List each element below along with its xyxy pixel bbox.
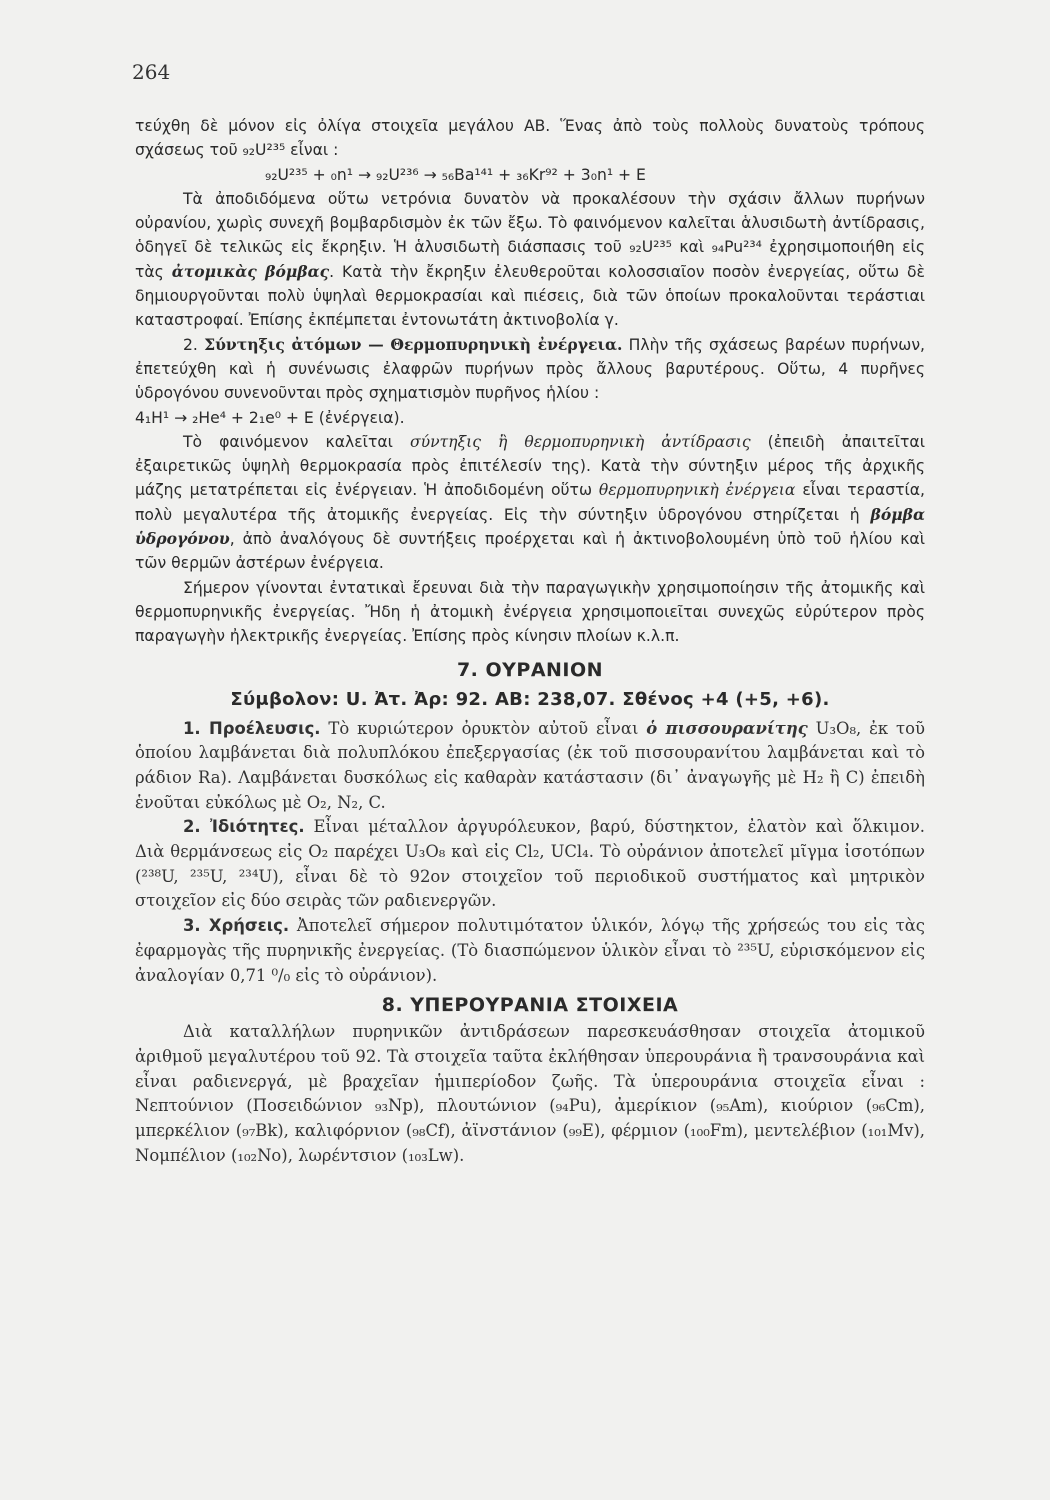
uses-label: 3. Χρήσεις. <box>183 916 290 936</box>
paragraph-properties <box>135 815 925 914</box>
properties-label: 2. Ἰδιότητες. <box>183 817 305 837</box>
italic-atomic-bombs: ἀτομικὰς βόμβας <box>171 261 330 281</box>
paragraph-thermonuclear <box>135 430 925 576</box>
page-number: 264 <box>132 60 171 84</box>
italic-pitchblende: ὁ πισσουρανίτης <box>646 718 808 738</box>
section-7-title: 7. ΟΥΡΑΝΙΟΝ <box>456 658 604 681</box>
text-span: Εἶναι μέταλλον ἀργυρόλευκον, βαρύ, δύστηκτον, ἐλατὸν καὶ ὅλκιμον. Διὰ θερμάνσεως εἰς O₂ παρέχει U₃O₈ καὶ εἰς Cl₂, UCl₄. Τὸ οὐράνιον ἀποτελεῖ μῖγμα ἰσοτόπων (²³⁸U, ²³⁵U, ²³⁴U), εἶναι δὲ τὸ 92ον στοιχεῖον τοῦ περιοδικοῦ συστήματος καὶ μητρικὸν στοιχεῖον εἰς δύο σειρὰς τῶν ραδιενεργῶν. <box>135 817 926 911</box>
text-span: , ἀπὸ ἀναλόγους δὲ συντήξεις προέρχεται καὶ ἡ ἀκτινοβολουμένη ὑπὸ τοῦ ἡλίου καὶ τῶν θερμῶν ἀστέρων ἐνέργεια. <box>135 530 925 573</box>
text-span: Τὰ ἀποδιδόμενα οὕτω νετρόνια δυνατὸν νὰ προκαλέσουν τὴν σχάσιν ἄλλων πυρήνων οὐρανίου, χωρὶς συνεχῆ βομβαρδισμὸν ἐκ τῶν ἔξω. Τὸ φαινόμενον καλεῖται ἁλυσιδωτὴ ἀντίδρασις, ὁδηγεῖ δὲ τελικῶς εἰς ἔκρηξιν. Ἡ ἁλυσιδωτὴ διάσπασις τοῦ ₉₂U²³⁵ καὶ ₉₄Pu²³⁴ ἐχρησιμοποιήθη εἰς τὰς <box>135 189 925 281</box>
uranium-symbol-line: Σύμβολον: U. Ἀτ. Ἀρ: 92. AB: 238,07. Σθένος +4 (+5, +6). <box>230 688 830 710</box>
text-span: Ἀποτελεῖ σήμερον πολυτιμότατον ὑλικόν, λόγῳ τῆς χρήσεώς του εἰς τὰς ἐφαρμογὰς τῆς πυρηνικῆς ἐνεργείας. (Τὸ διασπώμενον ὑλικὸν εἶναι τὸ ²³⁵U, εὑρισκόμενον εἰς ἀναλογίαν 0,71 ⁰/₀ εἰς τὸ οὐράνιον). <box>135 916 925 985</box>
paragraph-chain-reaction <box>135 187 925 333</box>
equation-fission: ₉₂U²³⁵ + ₀n¹ → ₉₂U²³⁶ → ₅₆Ba¹⁴¹ + ₃₆Kr⁹² + 3₀n¹ + E <box>265 165 646 184</box>
paragraph-origin <box>135 717 925 816</box>
text-span: Τὸ κυριώτερον ὀρυκτὸν αὐτοῦ εἶναι <box>320 718 647 738</box>
italic-hydrogen-bomb: βόμβα ὑδρογόνου <box>135 504 925 549</box>
text-span: εἶναι τεραστία, πολὺ μεγαλυτέρα τῆς ἀτομικῆς ἐνεργείας. Εἰς τὴν σύντηξιν ὑδρογόνου στηρίζεται ἡ <box>135 481 925 524</box>
text-span: . Κατὰ τὴν ἔκρηξιν ἐλευθεροῦται κολοσσιαῖον ποσὸν ἐνεργείας, οὕτω δὲ δημιουργοῦνται πολὺ ὑψηλαὶ θερμοκρασίαι καὶ πιέσεις, διὰ τῶν ὁποίων προκαλοῦνται τεράστιαι καταστροφαί. Ἐπίσης ἐκπέμπεται ἐντονωτάτη ἀκτινοβολία γ. <box>135 262 925 330</box>
section-8-title: 8. ΥΠΕΡΟΥΡΑΝΙΑ ΣΤΟΙΧΕΙΑ <box>381 994 679 1017</box>
origin-label: 1. Προέλευσις. <box>183 718 321 738</box>
section-number: 2. <box>183 335 198 354</box>
paragraph-fission-intro: τεύχθη δὲ μόνον εἰς ὀλίγα στοιχεῖα μεγάλου ΑΒ. Ἕνας ἀπὸ τοὺς πολλοὺς δυνατοὺς τρόπους σχάσεως τοῦ ₉₂U²³⁵ εἶναι : <box>135 117 925 160</box>
equation-fusion: 4₁H¹ → ₂He⁴ + 2₁e⁰ + E (ἐνέργεια). <box>135 408 405 427</box>
page-text <box>135 114 925 1168</box>
paragraph-transuranium: Διὰ καταλλήλων πυρηνικῶν ἀντιδράσεων παρεσκευάσθησαν στοιχεῖα ἀτομικοῦ ἀριθμοῦ μεγαλυτέρου τοῦ 92. Τὰ στοιχεῖα ταῦτα ἐκλήθησαν ὑπερουράνια ἢ τρανσουράνια καὶ εἶναι ραδιενεργά, μὲ βραχεῖαν ἡμιπερίοδον ζωῆς. Τὰ ὑπερουράνια στοιχεῖα εἶναι : Νεπτούνιον (Ποσειδώνιον ₉₃Np), πλουτώνιον (₉₄Pu), ἀμερίκιον (₉₅Am), κιούριον (₉₆Cm), μπερκέλιον (₉₇Bk), καλιφόρνιον (₉₈Cf), ἀϊνστάνιον (₉₉E), φέρμιον (₁₀₀Fm), μεντελέβιον (₁₀₁Mv), Νομπέλιον (₁₀₂No), λωρέντσιον (₁₀₃Lw). <box>135 1022 925 1165</box>
paragraph-fusion <box>135 333 925 406</box>
paragraph-research: Σήμερον γίνονται ἐντατικαὶ ἔρευναι διὰ τὴν παραγωγικὴν χρησιμοποίησιν τῆς ἀτομικῆς καὶ θερμοπυρηνικῆς ἐνεργείας. Ἤδη ἡ ἀτομικὴ ἐνέργεια χρησιμοποιεῖται συνεχῶς εὐρύτερον πρὸς παραγωγὴν ἠλεκτρικῆς ἐνεργείας. Ἐπίσης πρὸς κίνησιν πλοίων κ.λ.π. <box>135 578 925 646</box>
text-span: (ἐπειδὴ ἀπαιτεῖται ἐξαιρετικῶς ὑψηλὴ θερμοκρασία πρὸς ἐπιτέλεσίν της). Κατὰ τὴν σύντηξιν μέρος τῆς ἀρχικῆς μάζης μετατρέπεται εἰς ἐνέργειαν. Ἡ ἀποδιδομένη οὕτω <box>135 432 925 500</box>
text-span: U₃O₈, ἐκ τοῦ ὁποίου λαμβάνεται διὰ πολυπλόκου ἐπεξεργασίας (ἐκ τοῦ πισσουρανίτου λαμβάνεται καὶ τὸ ράδιον Ra). Λαμβάνεται δυσκόλως εἰς καθαρὰν κατάστασιν (δι᾿ ἀναγωγῆς μὲ H₂ ἢ C) ἐπειδὴ ἑνοῦται εὐκόλως μὲ O₂, N₂, C. <box>135 718 925 812</box>
paragraph-uses <box>135 914 925 988</box>
text-span: Πλὴν τῆς σχάσεως βαρέων πυρήνων, ἐπετεύχθη καὶ ἡ συνένωσις ἐλαφρῶν πυρήνων πρὸς ἄλλους βαρυτέρους. Οὕτω, 4 πυρῆνες ὑδρογόνου συνενοῦνται πρὸς σχηματισμὸν πυρῆνος ἡλίου : <box>135 335 925 403</box>
text-span: Τὸ φαινόμενον καλεῖται <box>183 432 410 451</box>
italic-thermonuclear-energy: θερμοπυρηνικὴ ἐνέργεια <box>598 481 796 500</box>
italic-fusion-term: σύντηξις ἢ θερμοπυρηνικὴ ἀντίδρασις <box>409 432 751 451</box>
fusion-heading: Σύντηξις ἀτόμων — Θερμοπυρηνικὴ ἐνέργεια. <box>204 334 623 354</box>
